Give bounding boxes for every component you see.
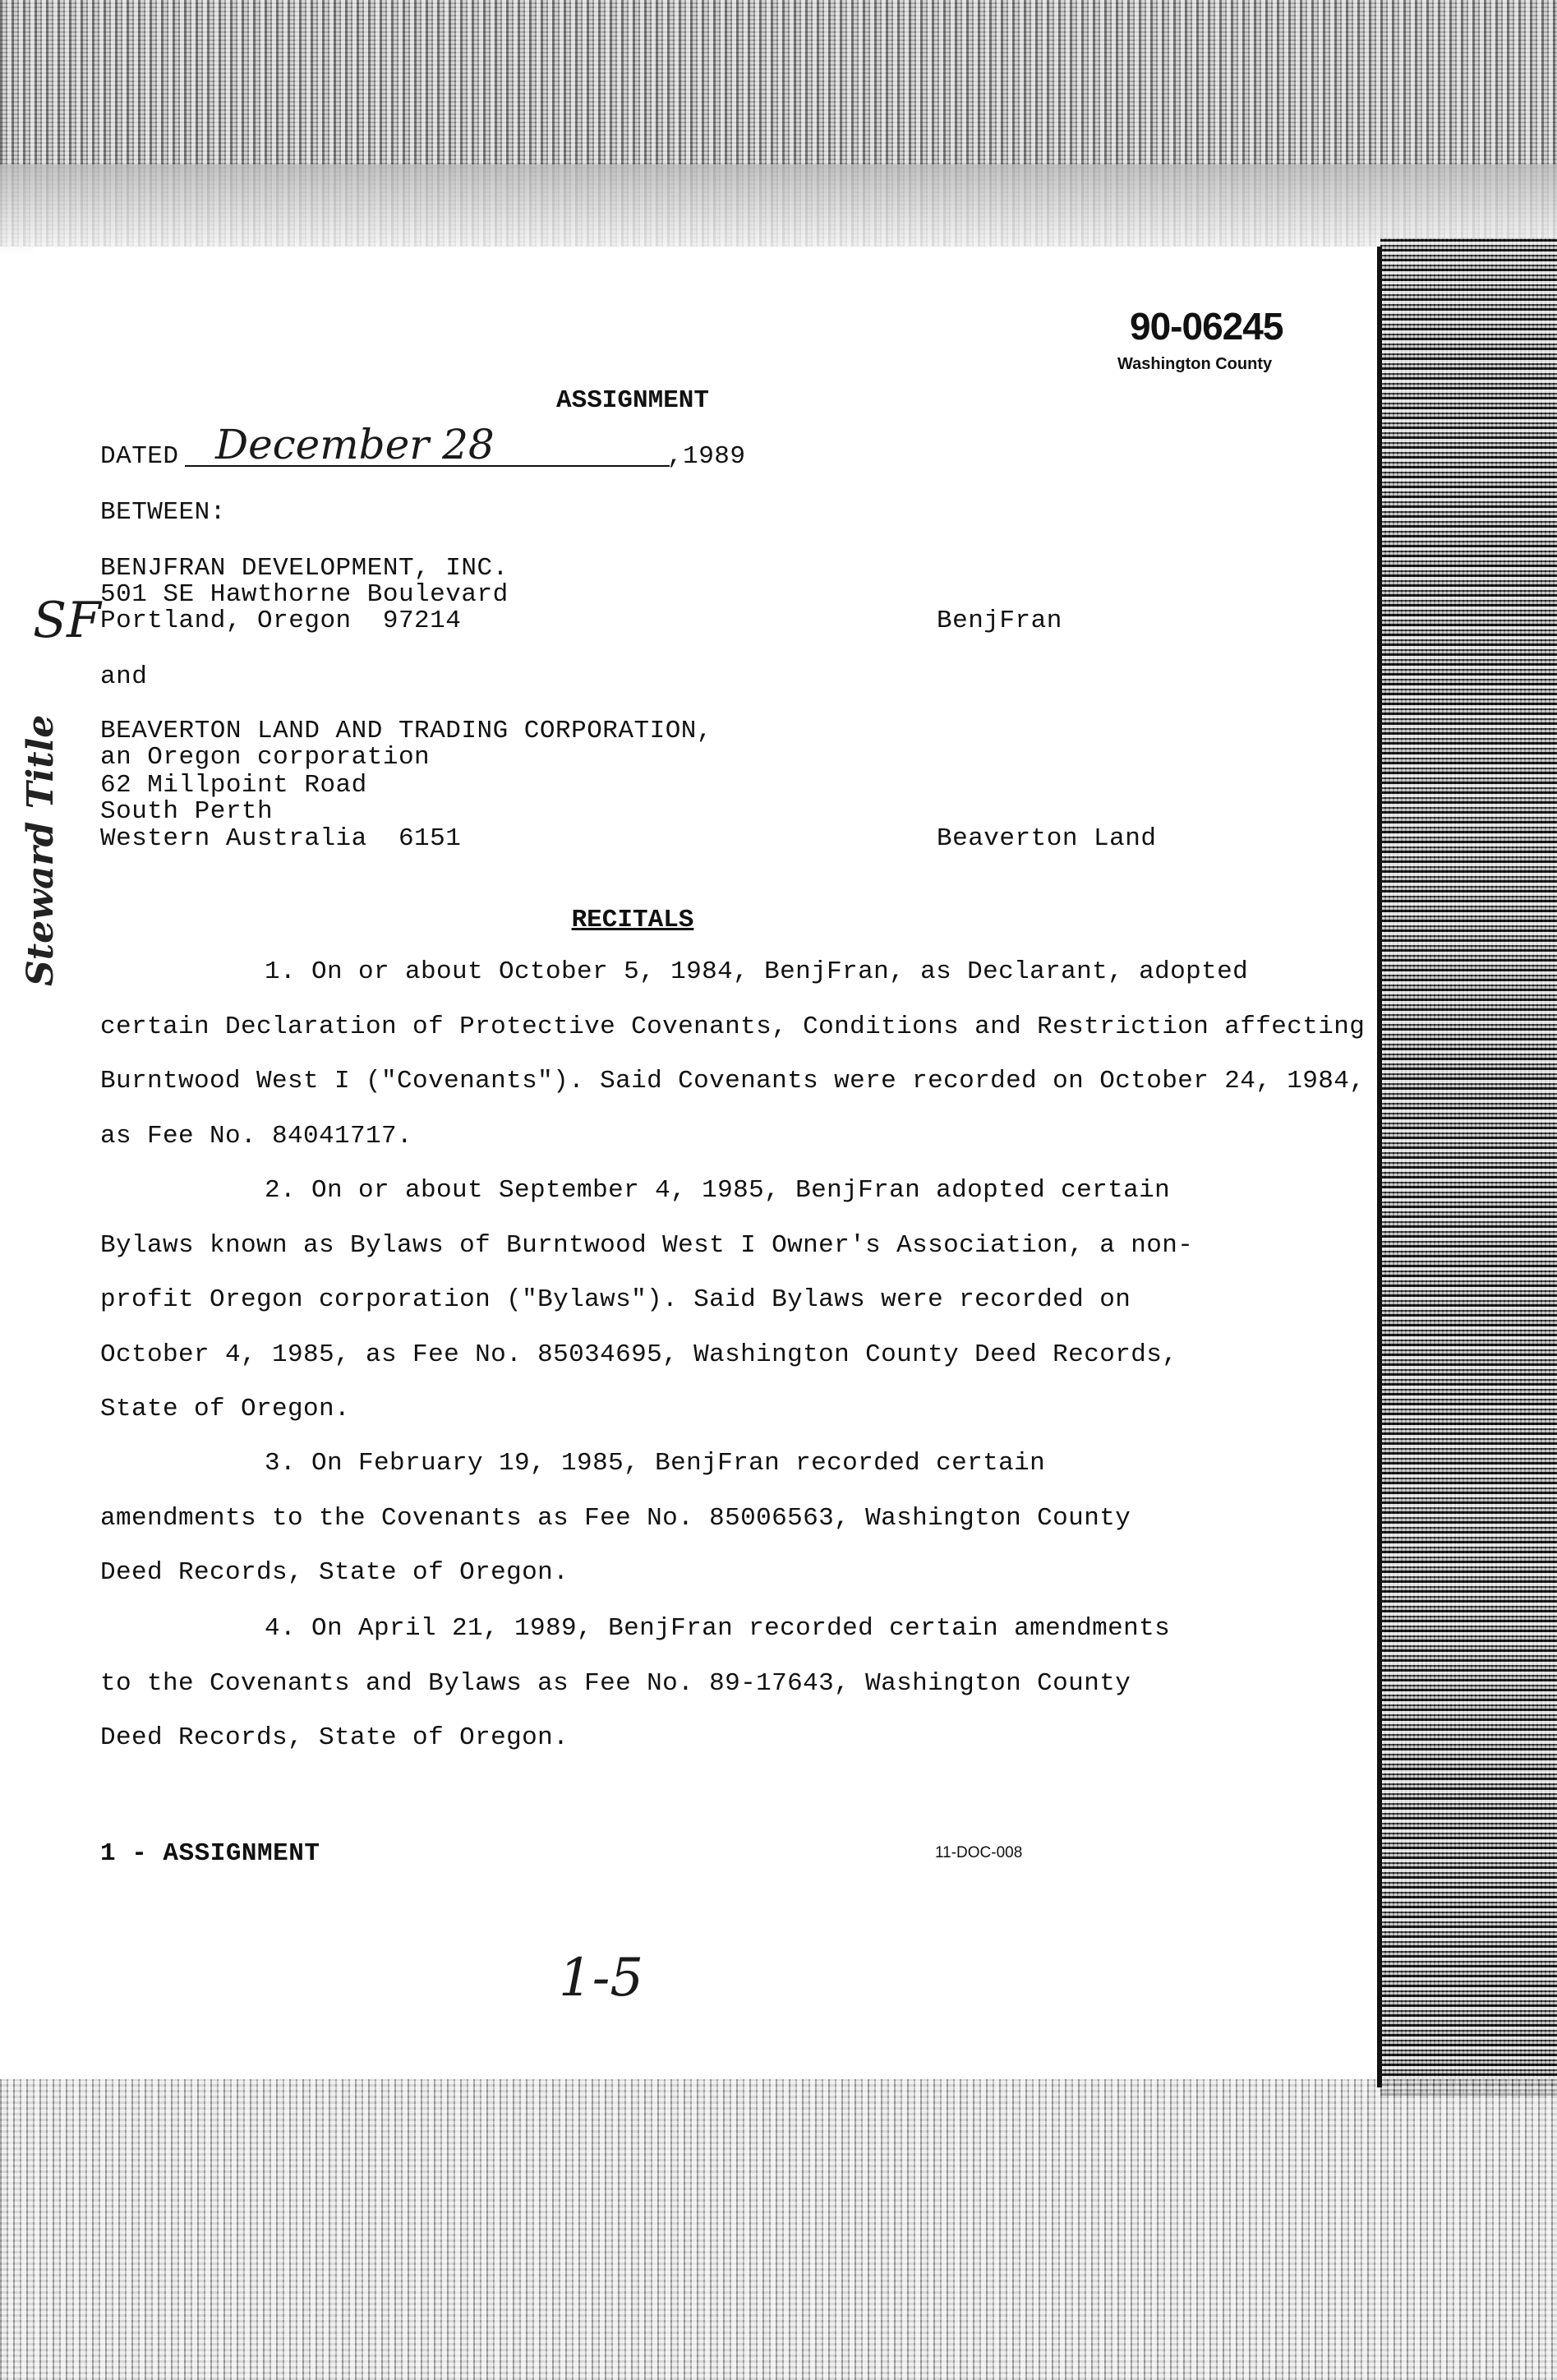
party2-line-1: BEAVERTON LAND AND TRADING CORPORATION, [100,717,713,745]
recital-4-text: 4. On April 21, 1989, BenjFran recorded certain amendments to the Covenants and Bylaws as Fee No. 89-17643, Washington County Deed Records, State of Oregon. [100,1614,1171,1752]
party2-line-2: an Oregon corporation [100,743,431,772]
party2-line-4: South Perth [100,797,274,826]
footer-page-label: 1 - ASSIGNMENT [100,1839,320,1868]
party2-short-name: Beaverton Land [937,824,1157,853]
party2-line-3: 62 Millpoint Road [100,771,367,800]
document-number: 90-06245 [1130,305,1283,348]
recital-3-text: 3. On February 19, 1985, BenjFran recorded certain amendments to the Covenants as Fee No. 85006563, Washington County Deed Records, State of Oregon. [100,1449,1131,1587]
recital-4 [100,1602,1201,1766]
dated-label: DATED [100,442,179,471]
scan-noise-right [1380,238,1557,2096]
handwritten-page-number: 1-5 [559,1948,644,2009]
recitals-heading: RECITALS [571,906,694,934]
footer-form-code: 11-DOC-008 [935,1844,1023,1861]
recital-1 [100,945,1366,1164]
dated-year: ,1989 [667,442,746,471]
and-label: and [100,662,148,691]
margin-signature: Steward Title [20,714,62,986]
dated-underline [185,465,670,467]
party2-line-5: Western Australia 6151 [100,824,462,853]
party1-short-name: BenjFran [937,607,1062,635]
recital-2-text: 2. On or about September 4, 1985, BenjFran adopted certain Bylaws known as Bylaws of Burntwood West I Owner's Association, a non-profit Oregon corporation ("Bylaws"). Said Bylaws were recorded on October 4, 1985, as Fee No. 85034695, Washington County Deed Records, State of Oregon. [100,1176,1194,1423]
document-title: ASSIGNMENT [555,386,710,415]
party1-line-2: 501 SE Hawthorne Boulevard [100,580,509,609]
scan-noise-bottom [0,2079,1557,2380]
party1-line-3: Portland, Oregon 97214 [100,607,462,635]
scan-noise-top-fade [0,164,1557,255]
between-label: BETWEEN: [100,498,226,527]
margin-handwriting: SF [33,592,101,649]
county-stamp: Washington County [1117,355,1273,373]
party1-line-1: BENJFRAN DEVELOPMENT, INC. [100,554,509,583]
recital-1-text: 1. On or about October 5, 1984, BenjFran, as Declarant, adopted certain Declaration of Protective Covenants, Conditions and Restriction affecting Burntwood West I ("Covenants"). Said Covenants were recorded on October 24, 1984, as Fee No. 84041717. [100,957,1366,1151]
page-edge [1377,247,1382,2087]
recital-3 [100,1437,1201,1601]
handwritten-date: December 28 [215,421,495,468]
recital-2 [100,1164,1201,1437]
